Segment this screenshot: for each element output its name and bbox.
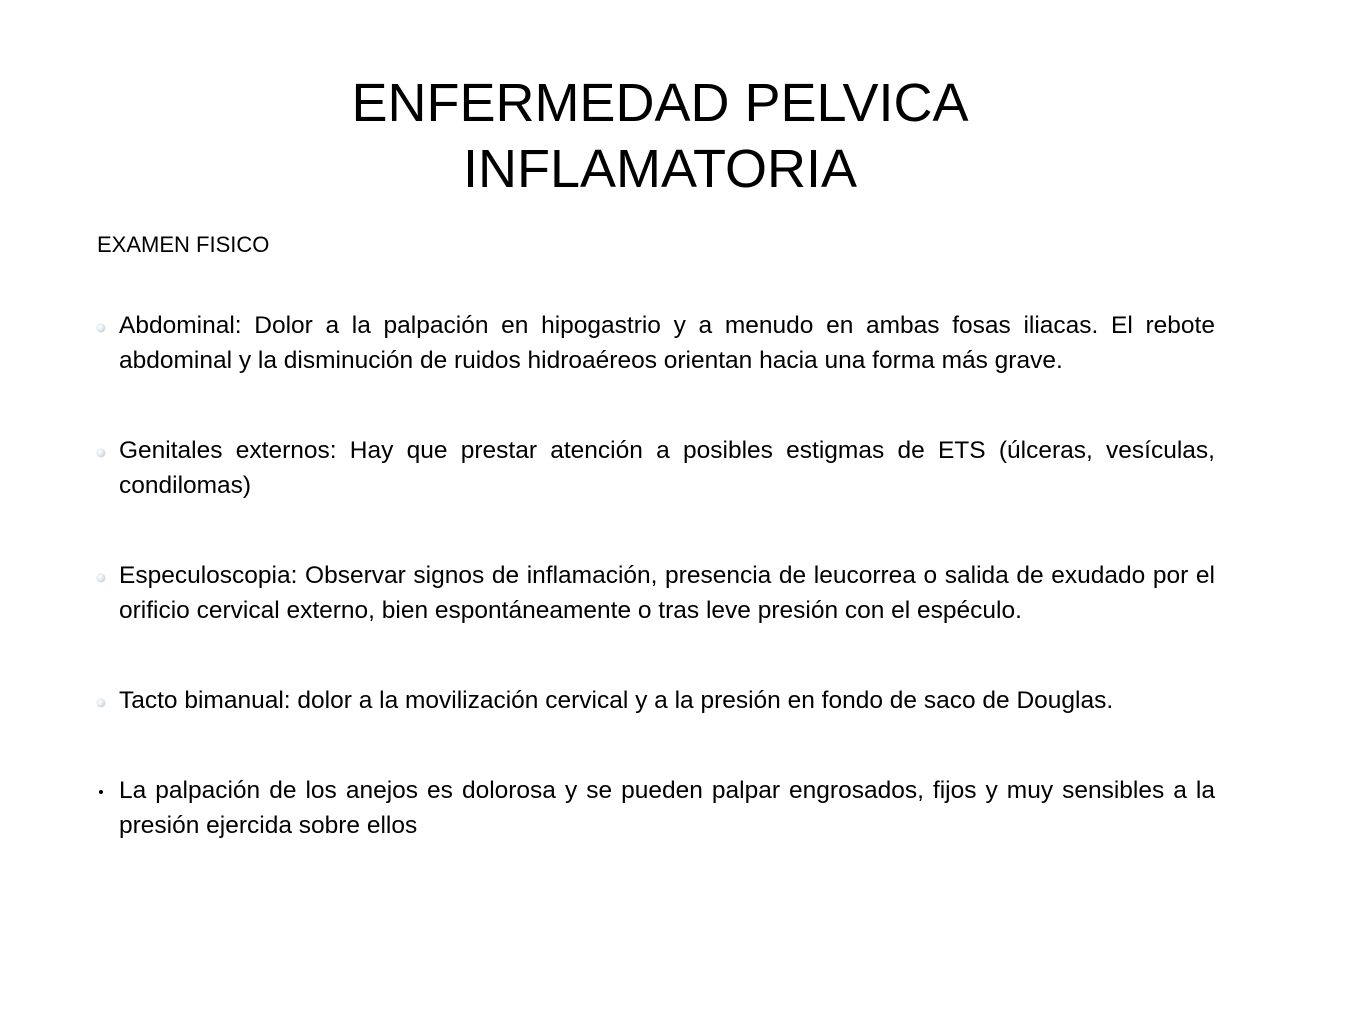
section-heading: EXAMEN FISICO (97, 232, 270, 257)
bullet-item-especuloscopia (97, 558, 1215, 628)
light-bubble-bullet-icon (97, 699, 105, 707)
light-bubble-bullet-icon (97, 449, 105, 457)
bullet-text: Genitales externos: Hay que prestar atención a posibles estigmas de ETS (úlceras, vesículas, condilomas) (119, 437, 1215, 499)
bullet-list (97, 308, 1215, 843)
bullet-item-abdominal (97, 308, 1215, 378)
light-bubble-bullet-icon (97, 324, 105, 332)
bullet-text: Especuloscopia: Observar signos de inflamación, presencia de leucorrea o salida de exudado por el orificio cervical externo, bien espontáneamente o tras leve presión con el espéculo. (119, 562, 1215, 624)
small-dot-bullet-icon (99, 790, 103, 794)
bullet-text: La palpación de los anejos es dolorosa y se pueden palpar engrosados, fijos y muy sensibles a la presión ejercida sobre ellos (119, 777, 1215, 839)
bullet-text: Abdominal: Dolor a la palpación en hipogastrio y a menudo en ambas fosas iliacas. El rebote abdominal y la disminución de ruidos hidroaéreos orientan hacia una forma más grave. (119, 312, 1215, 374)
bullet-item-palpacion-anejos (97, 773, 1215, 843)
bullet-item-genitales-externos (97, 433, 1215, 503)
light-bubble-bullet-icon (97, 574, 105, 582)
slide-title-line-2: INFLAMATORIA (462, 139, 858, 199)
bullet-item-tacto-bimanual (97, 683, 1215, 718)
slide-title (0, 70, 1320, 202)
bullet-text: Tacto bimanual: dolor a la movilización cervical y a la presión en fondo de saco de Douglas. (119, 687, 1114, 714)
slide-title-line-1: ENFERMEDAD PELVICA (351, 73, 969, 133)
